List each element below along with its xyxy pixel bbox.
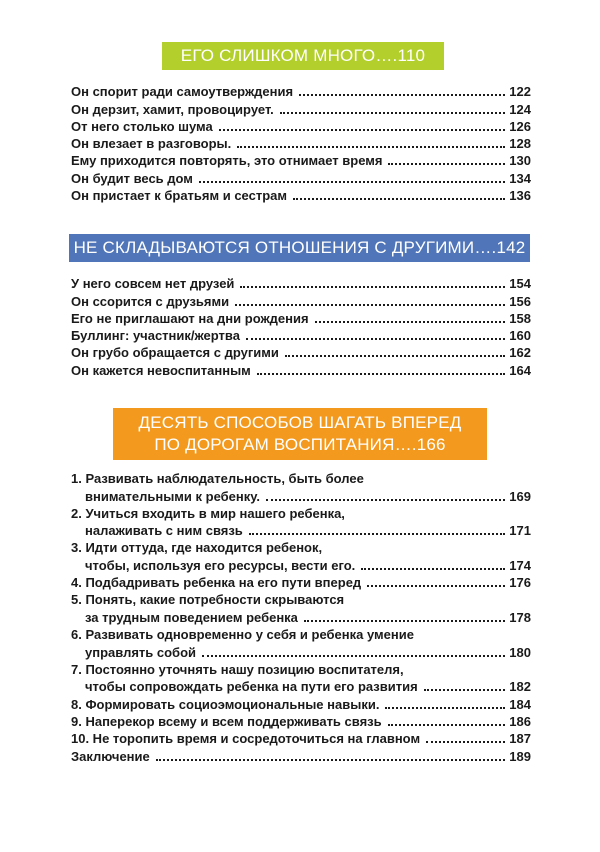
entry-title: Он кажется невоспитанным <box>71 362 251 378</box>
entry-title: Он дерзит, хамит, провоцирует. <box>71 101 274 117</box>
entry-title: Ему приходится повторять, это отнимает время <box>71 153 383 169</box>
entry-page: 160 <box>509 328 531 344</box>
entry-page: 184 <box>509 696 531 712</box>
entry-page: 156 <box>509 293 531 309</box>
dot-leader <box>156 759 506 761</box>
entry-page: 187 <box>509 731 531 747</box>
dot-leader <box>249 533 505 535</box>
dot-leader <box>385 707 505 709</box>
toc-entry[interactable] <box>71 695 531 712</box>
toc-entry[interactable] <box>71 152 531 169</box>
entry-title: Его не приглашают на дни рождения <box>71 310 309 326</box>
toc-entry[interactable] <box>71 118 531 135</box>
toc-entry[interactable] <box>71 187 531 204</box>
toc-entry[interactable] <box>71 310 531 327</box>
toc-entry[interactable] <box>71 730 531 747</box>
entry-title-line: внимательными к ребенку. <box>85 488 260 504</box>
entry-title-line: за трудным поведением ребенка <box>85 610 298 626</box>
entry-page: 128 <box>509 136 531 152</box>
entry-title-line: 2. Учиться входить в мир нашего ребенка, <box>71 505 345 521</box>
entry-page: 158 <box>509 310 531 326</box>
banner-title-line: ПО ДОРОГАМ ВОСПИТАНИЯ….166 <box>154 435 446 454</box>
entry-title-line: чтобы сопровождать ребенка на пути его развития <box>85 679 418 695</box>
toc-list <box>71 275 531 379</box>
entry-title: 8. Формировать социоэмоциональные навыки. <box>71 696 380 712</box>
toc-entry[interactable] <box>71 505 531 540</box>
toc-entry[interactable] <box>71 661 531 696</box>
dot-leader <box>285 355 505 357</box>
dot-leader <box>257 373 505 375</box>
entry-title-line: управлять собой <box>85 644 197 660</box>
toc-entry[interactable] <box>71 591 531 626</box>
dot-leader <box>237 146 505 148</box>
section-banner <box>162 42 444 70</box>
entry-page: 154 <box>509 276 531 292</box>
entry-page: 186 <box>509 714 531 730</box>
toc-entry[interactable] <box>71 292 531 309</box>
entry-page: 174 <box>509 558 531 574</box>
dot-leader <box>388 163 505 165</box>
entry-title: 4. Подбадривать ребенка на его пути вперед <box>71 575 362 591</box>
entry-title: От него столько шума <box>71 118 213 134</box>
entry-page: 176 <box>509 575 531 591</box>
entry-title: Он пристает к братьям и сестрам <box>71 188 287 204</box>
dot-leader <box>367 585 505 587</box>
dot-leader <box>240 286 505 288</box>
dot-leader <box>304 620 505 622</box>
toc-entry[interactable] <box>71 626 531 661</box>
banner-title: НЕ СКЛАДЫВАЮТСЯ ОТНОШЕНИЯ С ДРУГИМИ….142 <box>73 238 526 257</box>
dot-leader <box>266 499 505 501</box>
entry-page: 130 <box>509 153 531 169</box>
dot-leader <box>424 689 506 691</box>
section-banner <box>113 408 487 460</box>
dot-leader <box>280 112 506 114</box>
entry-page: 134 <box>509 170 531 186</box>
banner-title-line: ДЕСЯТЬ СПОСОБОВ ШАГАТЬ ВПЕРЕД <box>138 413 462 432</box>
entry-page: 162 <box>509 345 531 361</box>
entry-page: 124 <box>509 101 531 117</box>
entry-page: 169 <box>509 488 531 504</box>
toc-entry[interactable] <box>71 361 531 378</box>
entry-page: 189 <box>509 748 531 764</box>
toc-list <box>71 83 531 204</box>
entry-title: 9. Наперекор всему и всем поддерживать связь <box>71 714 382 730</box>
toc-entry[interactable] <box>71 539 531 574</box>
dot-leader <box>199 181 505 183</box>
dot-leader <box>202 655 505 657</box>
entry-title: Заключение <box>71 748 150 764</box>
dot-leader <box>426 741 505 743</box>
dot-leader <box>388 724 506 726</box>
entry-title: Буллинг: участник/жертва <box>71 328 240 344</box>
entry-title-line: 7. Постоянно уточнять нашу позицию воспитателя, <box>71 661 404 677</box>
entry-title: 10. Не торопить время и сосредоточиться на главном <box>71 731 421 747</box>
toc-list <box>71 470 531 765</box>
dot-leader <box>315 321 506 323</box>
toc-entry[interactable] <box>71 83 531 100</box>
entry-page: 136 <box>509 188 531 204</box>
toc-entry[interactable] <box>71 470 531 505</box>
entry-title: Он ссорится с друзьями <box>71 293 230 309</box>
entry-title-line: налаживать с ним связь <box>85 523 243 539</box>
toc-entry[interactable] <box>71 574 531 591</box>
entry-title: Он влезает в разговоры. <box>71 136 232 152</box>
toc-entry[interactable] <box>71 275 531 292</box>
entry-title-line: 1. Развивать наблюдательность, быть более <box>71 471 364 486</box>
entry-title: Он грубо обращается с другими <box>71 345 279 361</box>
entry-title-line: 3. Идти оттуда, где находится ребенок, <box>71 540 323 556</box>
entry-page: 180 <box>509 644 531 660</box>
toc-entry[interactable] <box>71 327 531 344</box>
dot-leader <box>235 304 505 306</box>
dot-leader <box>293 198 505 200</box>
entry-title-line: чтобы, используя его ресурсы, вести его. <box>85 558 356 574</box>
entry-page: 126 <box>509 118 531 134</box>
banner-title: ЕГО СЛИШКОМ МНОГО….110 <box>180 46 426 65</box>
entry-page: 171 <box>509 523 531 539</box>
dot-leader <box>246 338 505 340</box>
dot-leader <box>361 568 505 570</box>
section-banner <box>69 234 530 262</box>
entry-title-line: 5. Понять, какие потребности скрываются <box>71 592 345 608</box>
entry-title: У него совсем нет друзей <box>71 276 235 292</box>
entry-title: Он будит весь дом <box>71 170 193 186</box>
entry-title: Он спорит ради самоутверждения <box>71 84 294 100</box>
toc-entry[interactable] <box>71 747 531 764</box>
entry-page: 182 <box>509 679 531 695</box>
toc-entry[interactable] <box>71 135 531 152</box>
entry-page: 164 <box>509 362 531 378</box>
dot-leader <box>219 129 506 131</box>
toc-entry[interactable] <box>71 100 531 117</box>
dot-leader <box>299 94 505 96</box>
toc-entry[interactable] <box>71 169 531 186</box>
toc-entry[interactable] <box>71 713 531 730</box>
entry-page: 122 <box>509 84 531 100</box>
toc-entry[interactable] <box>71 344 531 361</box>
entry-page: 178 <box>509 610 531 626</box>
entry-title-line: 6. Развивать одновременно у себя и ребенка умение <box>71 627 414 643</box>
